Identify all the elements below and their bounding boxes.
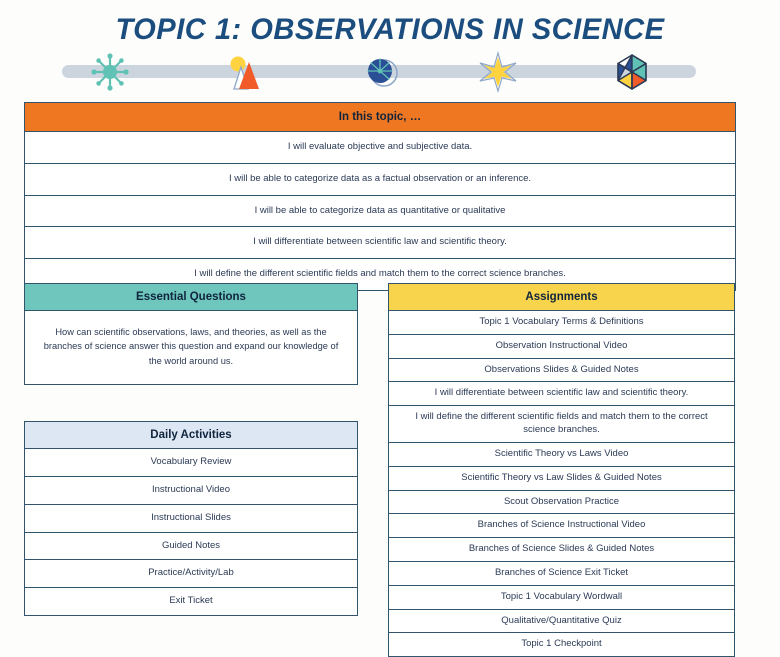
- right-column: [388, 283, 735, 657]
- left-column: [24, 283, 358, 616]
- color-cube-icon: [608, 51, 656, 93]
- table-row: I will be able to categorize data as a factual observation or an inference.: [25, 164, 735, 196]
- list-item[interactable]: Scientific Theory vs Laws Video: [389, 443, 734, 467]
- list-item[interactable]: Topic 1 Checkpoint: [521, 638, 602, 650]
- objectives-table-header: In this topic, …: [25, 103, 735, 132]
- list-item[interactable]: Branches of Science Instructional Video: [389, 514, 734, 538]
- table-row: I will evaluate objective and subjective data.: [25, 132, 735, 164]
- table-row: I will be able to categorize data as quantitative or qualitative: [25, 196, 735, 228]
- list-item[interactable]: Scout Observation Practice: [389, 491, 734, 515]
- mountain-sunrise-icon: [219, 51, 267, 93]
- list-item[interactable]: Observation Instructional Video: [389, 335, 734, 359]
- list-item[interactable]: Topic 1 Vocabulary Wordwall: [389, 586, 734, 610]
- list-item[interactable]: Observations Slides & Guided Notes: [389, 359, 734, 383]
- list-item[interactable]: Instructional Slides: [25, 505, 357, 533]
- list-item[interactable]: I will differentiate between scientific law and scientific theory.: [389, 382, 734, 406]
- table-row: I will define the different scientific fields and match them to the correct science branches.: [194, 268, 566, 280]
- topic-icon-strip: [0, 51, 780, 99]
- list-item[interactable]: I will define the different scientific fields and match them to the correct science branches.: [389, 406, 734, 443]
- star-burst-icon: [474, 51, 522, 93]
- list-item[interactable]: Exit Ticket: [169, 595, 213, 607]
- list-item[interactable]: Instructional Video: [25, 477, 357, 505]
- list-item[interactable]: Topic 1 Vocabulary Terms & Definitions: [389, 311, 734, 335]
- page-header: [0, 0, 780, 95]
- list-item[interactable]: Practice/Activity/Lab: [25, 560, 357, 588]
- list-item[interactable]: Branches of Science Exit Ticket: [389, 562, 734, 586]
- assignments-table: [388, 283, 735, 657]
- globe-compass-icon: [358, 51, 406, 93]
- assignments-header: Assignments: [389, 284, 734, 311]
- table-row: I will differentiate between scientific law and scientific theory.: [25, 227, 735, 259]
- daily-activities-table: [24, 421, 358, 616]
- virus-molecule-icon: [86, 51, 134, 93]
- list-item[interactable]: Scientific Theory vs Law Slides & Guided Notes: [389, 467, 734, 491]
- list-item[interactable]: Guided Notes: [25, 533, 357, 561]
- list-item[interactable]: Qualitative/Quantitative Quiz: [389, 610, 734, 634]
- page-title: TOPIC 1: OBSERVATIONS IN SCIENCE: [115, 13, 665, 46]
- daily-activities-header: Daily Activities: [25, 422, 357, 449]
- list-item[interactable]: Branches of Science Slides & Guided Notes: [389, 538, 734, 562]
- essential-questions-body: How can scientific observations, laws, and theories, as well as the branches of science answer this question and expand our knowledge of the world around us.: [43, 327, 339, 366]
- objectives-table: [24, 102, 736, 291]
- essential-questions-header: Essential Questions: [25, 284, 357, 311]
- essential-questions-table: [24, 283, 358, 385]
- list-item[interactable]: Vocabulary Review: [25, 449, 357, 477]
